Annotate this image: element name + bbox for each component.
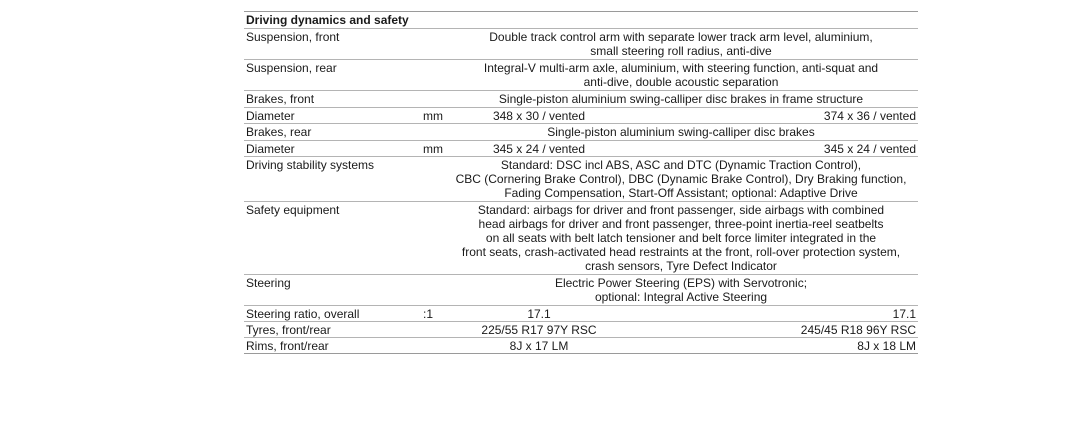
row-unit: :1 <box>423 307 434 321</box>
value-line: Double track control arm with separate lower track arm level, aluminium, <box>489 30 873 44</box>
value-line: crash sensors, Tyre Defect Indicator <box>585 259 777 273</box>
row-diameter-rear <box>244 140 918 156</box>
value-line: Fading Compensation, Start-Off Assistant; optional: Adaptive Drive <box>504 186 858 200</box>
value-line: head airbags for driver and front passenger, three-point inertia-reel seatbelts <box>478 217 884 231</box>
value-model-2: 8J x 18 LM <box>857 339 916 353</box>
row-value <box>444 91 918 107</box>
row-tyres <box>244 321 918 337</box>
row-label: Diameter <box>246 109 295 123</box>
value-model-2: 374 x 36 / vented <box>823 109 916 123</box>
row-unit: mm <box>423 142 443 156</box>
row-label: Suspension, rear <box>246 61 337 75</box>
row-label: Rims, front/rear <box>246 339 329 353</box>
value-line: Single-piston aluminium swing-calliper disc brakes <box>547 125 815 139</box>
value-model-1: 17.1 <box>527 307 551 321</box>
bottom-rule <box>244 353 918 354</box>
spec-table <box>244 11 918 354</box>
row-suspension-rear <box>244 59 918 90</box>
value-line: small steering roll radius, anti-dive <box>590 44 772 58</box>
value-line: front seats, crash-activated head restraints at the front, roll-over protection system, <box>461 245 901 259</box>
row-value <box>444 29 918 59</box>
row-label: Tyres, front/rear <box>246 323 331 337</box>
value-line: Standard: DSC incl ABS, ASC and DTC (Dynamic Traction Control), <box>500 158 862 172</box>
row-unit: mm <box>423 109 443 123</box>
row-brakes-front <box>244 90 918 107</box>
row-label: Steering ratio, overall <box>246 307 360 321</box>
row-value <box>444 275 918 305</box>
row-steering <box>244 274 918 305</box>
row-label: Suspension, front <box>246 30 340 44</box>
value-line: optional: Integral Active Steering <box>594 290 768 304</box>
value-model-1: 225/55 R17 97Y RSC <box>481 323 597 337</box>
row-label: Safety equipment <box>246 203 340 217</box>
value-model-2: 345 x 24 / vented <box>823 142 916 156</box>
row-label: Brakes, rear <box>246 125 312 139</box>
value-model-1: 348 x 30 / vented <box>492 109 586 123</box>
row-label: Driving stability systems <box>246 158 375 172</box>
row-safety-equipment <box>244 201 918 274</box>
row-label: Brakes, front <box>246 92 315 106</box>
value-line: CBC (Cornering Brake Control), DBC (Dynamic Brake Control), Dry Braking function, <box>455 172 907 186</box>
row-value <box>444 124 918 140</box>
value-model-2: 245/45 R18 96Y RSC <box>800 323 916 337</box>
value-line: Electric Power Steering (EPS) with Servotronic; <box>554 276 808 290</box>
row-steering-ratio <box>244 305 918 321</box>
value-model-2: 17.1 <box>892 307 916 321</box>
row-label: Steering <box>246 276 291 290</box>
row-rims <box>244 337 918 353</box>
row-brakes-rear <box>244 123 918 140</box>
row-value <box>444 60 918 90</box>
row-suspension-front <box>244 28 918 59</box>
row-driving-stability <box>244 156 918 201</box>
value-line: Single-piston aluminium swing-calliper disc brakes in frame structure <box>498 92 864 106</box>
value-line: on all seats with belt latch tensioner and belt force limiter integrated in the <box>485 231 877 245</box>
row-value <box>444 157 918 201</box>
value-line: Integral-V multi-arm axle, aluminium, with steering function, anti-squat and <box>483 61 879 75</box>
row-value <box>444 202 918 274</box>
section-title: Driving dynamics and safety <box>246 13 409 27</box>
value-line: anti-dive, double acoustic separation <box>583 75 779 89</box>
row-diameter-front <box>244 107 918 123</box>
value-model-1: 8J x 17 LM <box>509 339 569 353</box>
value-line: Standard: airbags for driver and front passenger, side airbags with combined <box>477 203 885 217</box>
row-label: Diameter <box>246 142 295 156</box>
value-model-1: 345 x 24 / vented <box>492 142 586 156</box>
